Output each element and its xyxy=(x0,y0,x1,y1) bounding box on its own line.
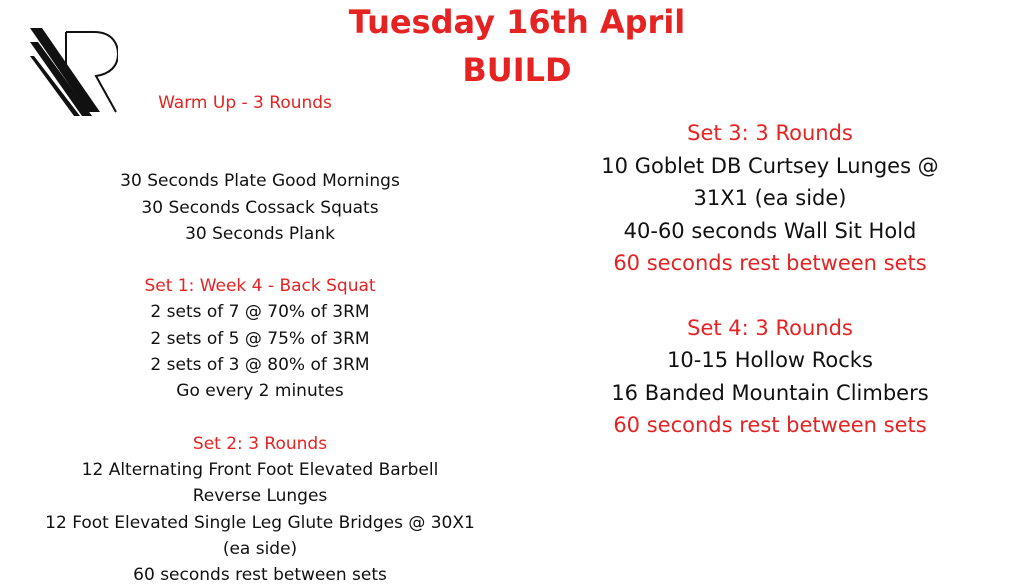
warmup-item: 30 Seconds Plate Good Mornings xyxy=(120,171,400,192)
set4-item: 10-15 Hollow Rocks xyxy=(667,348,873,372)
set3-item: 40-60 seconds Wall Sit Hold xyxy=(623,218,917,243)
spacer xyxy=(10,405,510,431)
set3-rest: 60 seconds rest between sets xyxy=(613,251,927,275)
warmup-item: 30 Seconds Plank xyxy=(185,223,335,244)
spacer xyxy=(10,142,510,168)
set2-item: 12 Foot Elevated Single Leg Glute Bridges @ 30X1 xyxy=(45,512,475,533)
set4-heading: Set 4: 3 Rounds xyxy=(687,315,853,340)
warmup-item: 30 Seconds Cossack Squats xyxy=(141,197,379,218)
set1-item: 2 sets of 7 @ 70% of 3RM xyxy=(150,302,370,323)
set2-item: 60 seconds rest between sets xyxy=(133,565,387,586)
right-column xyxy=(545,117,995,442)
set3-heading: Set 3: 3 Rounds xyxy=(687,121,853,145)
set3-item: 31X1 (ea side) xyxy=(693,186,847,210)
page-title: Tuesday 16th April xyxy=(348,3,686,41)
spacer xyxy=(545,280,995,312)
spacer xyxy=(10,116,510,142)
set2-item: Reverse Lunges xyxy=(192,486,328,507)
set3-item: 10 Goblet DB Curtsey Lunges @ xyxy=(601,153,939,178)
warmup-heading: Warm Up - 3 Rounds xyxy=(158,93,332,113)
spacer xyxy=(10,247,510,273)
set4-rest: 60 seconds rest between sets xyxy=(613,413,927,437)
set1-item: 2 sets of 3 @ 80% of 3RM xyxy=(150,355,370,376)
set2-heading: Set 2: 3 Rounds xyxy=(192,433,328,454)
page-subtitle: BUILD xyxy=(462,51,572,89)
left-column xyxy=(10,90,510,588)
set1-item: 2 sets of 5 @ 75% of 3RM xyxy=(150,328,370,349)
set2-item: 12 Alternating Front Foot Elevated Barbell xyxy=(81,459,439,480)
set1-item: Go every 2 minutes xyxy=(176,381,344,402)
set2-item: (ea side) xyxy=(222,538,298,559)
set4-item: 16 Banded Mountain Climbers xyxy=(611,380,929,405)
set1-heading: Set 1: Week 4 - Back Squat xyxy=(144,276,376,297)
